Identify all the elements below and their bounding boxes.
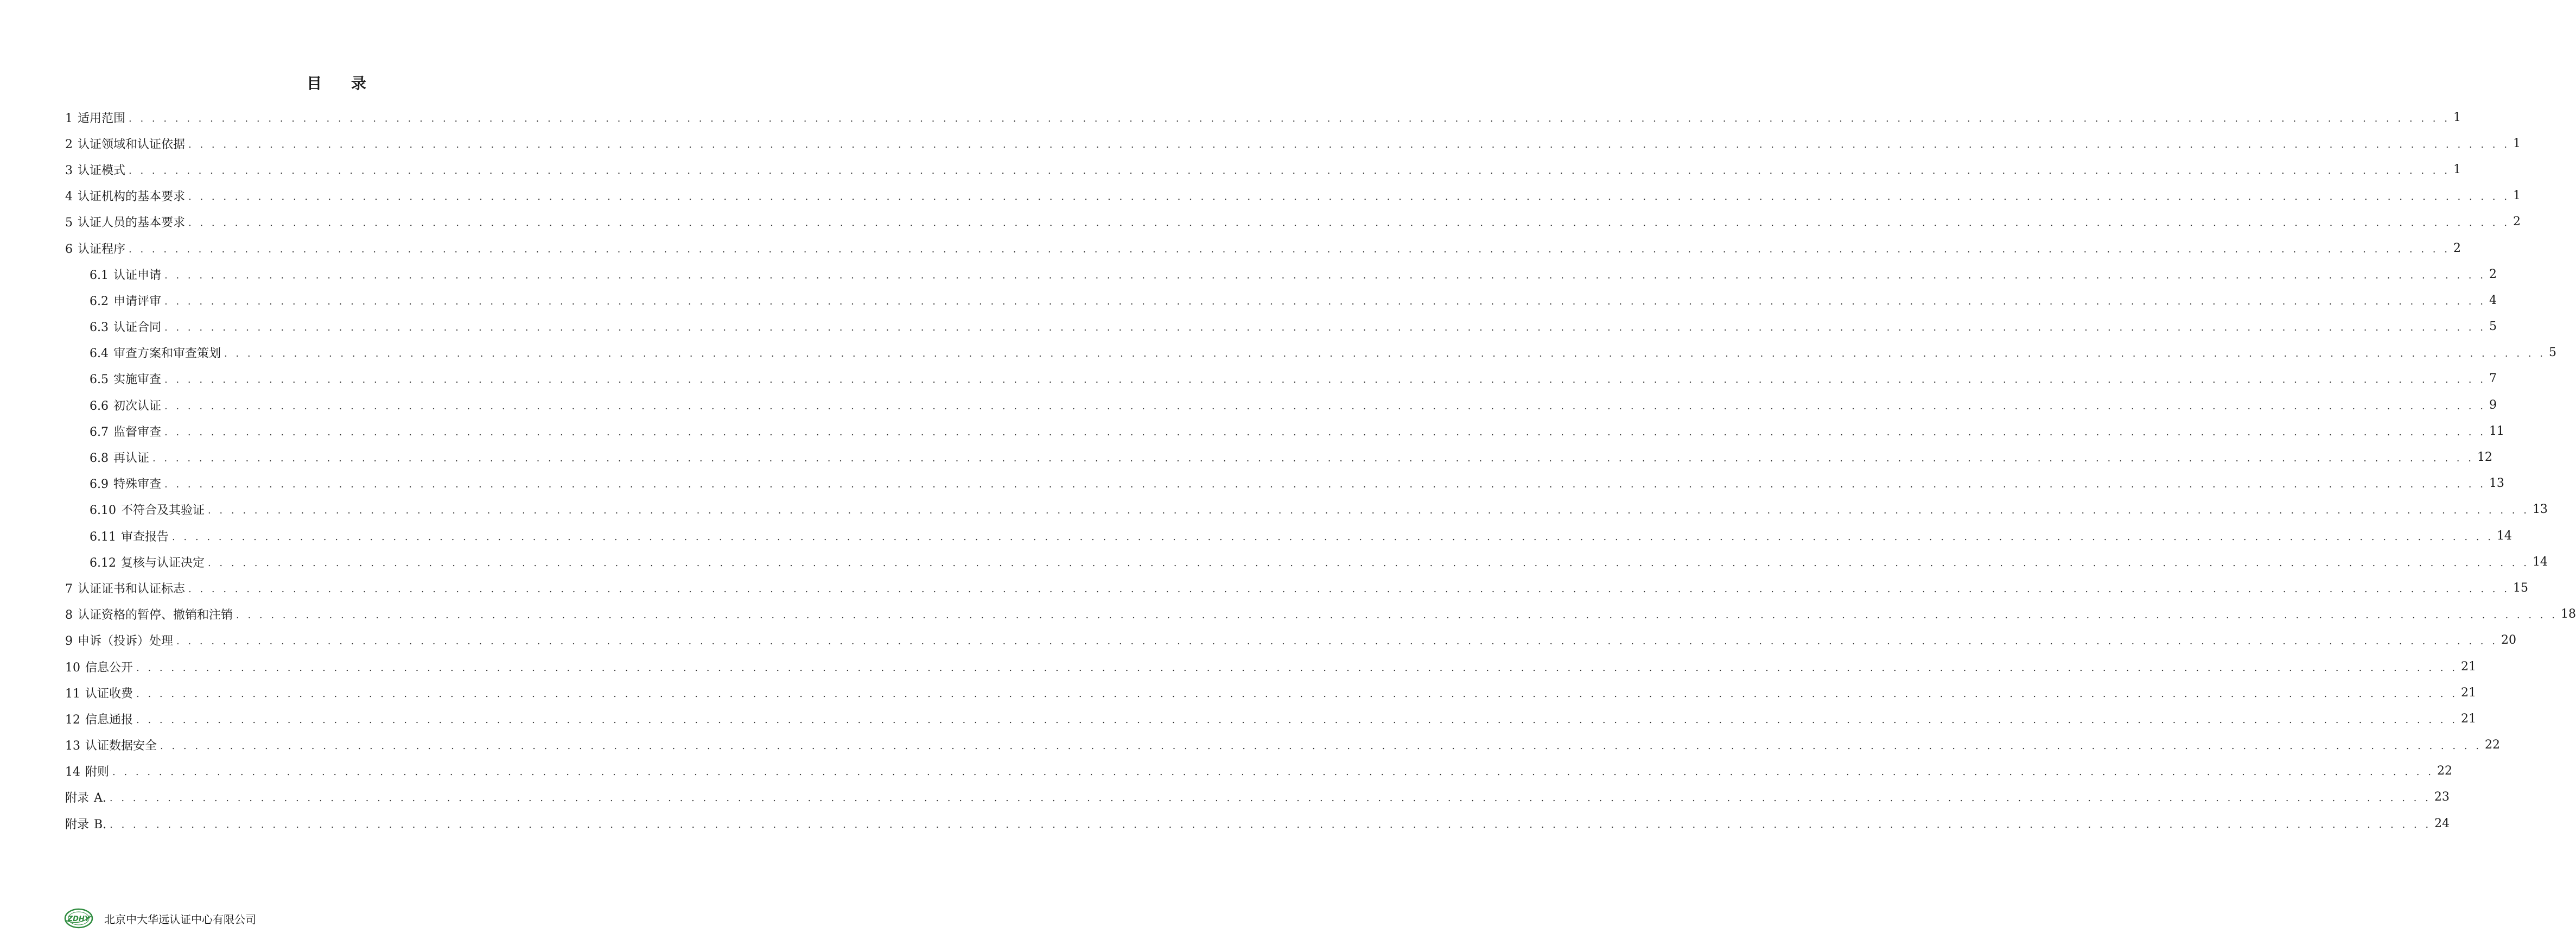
toc-entry-page: 21 bbox=[2460, 712, 2476, 726]
toc-entry[interactable] bbox=[65, 680, 2476, 706]
toc-entry-page: 21 bbox=[2460, 659, 2476, 674]
toc-entry-page: 1 bbox=[2513, 189, 2521, 203]
toc-entry[interactable] bbox=[65, 104, 2461, 130]
toc-dot-leader: . . . . . . . . . . . . . . . . . . . . . . . . . . . . . . . . . . . . . . . . . . . . . . . . . . . . . . . . . . . . . . . . . . . . . . . . . . . . . . . . . . . . . . . . . . . . . . . . . . . . . . . . . . . . . . . . . . . . . . . . . . . . . . . . . . . . . . . . . . . . . . . . . . . . . . . . . . . . . . . . . . . . . . . . . . . . . . . . . . . . . . . . . . . . . . . . . . . . . . . . bbox=[109, 792, 2431, 804]
toc-entry-label: 6.4 审查方案和审查策划 bbox=[90, 347, 221, 361]
toc-dot-leader: . . . . . . . . . . . . . . . . . . . . . . . . . . . . . . . . . . . . . . . . . . . . . . . . . . . . . . . . . . . . . . . . . . . . . . . . . . . . . . . . . . . . . . . . . . . . . . . . . . . . . . . . . . . . . . . . . . . . . . . . . . . . . . . . . . . . . . . . . . . . . . . . . . . . . . . . . . . . . . . . . . . . . . . . . . . . . . . . . . . . . . . . . . . . . . . . . . . . . . . . bbox=[152, 453, 2474, 465]
toc-entry-label: 11 认证收费 bbox=[65, 687, 133, 701]
toc-entry-label: 3 认证模式 bbox=[65, 163, 125, 177]
toc-entry-page: 13 bbox=[2489, 477, 2504, 491]
toc-entry-label: 6.5 实施审查 bbox=[90, 373, 161, 387]
toc-entry-page: 5 bbox=[2548, 346, 2556, 360]
toc-dot-leader: . . . . . . . . . . . . . . . . . . . . . . . . . . . . . . . . . . . . . . . . . . . . . . . . . . . . . . . . . . . . . . . . . . . . . . . . . . . . . . . . . . . . . . . . . . . . . . . . . . . . . . . . . . . . . . . . . . . . . . . . . . . . . . . . . . . . . . . . . . . . . . . . . . . . . . . . . . . . . . . . . . . . . . . . . . . . . . . . . . . . . . . . . . . . . . . . . . . . . . . . bbox=[188, 138, 2510, 150]
toc-entry-page: 21 bbox=[2460, 686, 2476, 700]
toc-entry-page: 2 bbox=[2489, 267, 2497, 281]
toc-dot-leader: . . . . . . . . . . . . . . . . . . . . . . . . . . . . . . . . . . . . . . . . . . . . . . . . . . . . . . . . . . . . . . . . . . . . . . . . . . . . . . . . . . . . . . . . . . . . . . . . . . . . . . . . . . . . . . . . . . . . . . . . . . . . . . . . . . . . . . . . . . . . . . . . . . . . . . . . . . . . . . . . . . . . . . . . . . . . . . . . . . . . . . . . . . . . . . . . . . . . . . . . bbox=[136, 688, 2458, 700]
toc-entry-label: 附录 A. bbox=[65, 791, 106, 805]
toc-dot-leader: . . . . . . . . . . . . . . . . . . . . . . . . . . . . . . . . . . . . . . . . . . . . . . . . . . . . . . . . . . . . . . . . . . . . . . . . . . . . . . . . . . . . . . . . . . . . . . . . . . . . . . . . . . . . . . . . . . . . . . . . . . . . . . . . . . . . . . . . . . . . . . . . . . . . . . . . . . . . . . . . . . . . . . . . . . . . . . . . . . . . . . . . . . . . . . . . . . . . . . . . bbox=[164, 426, 2486, 438]
toc-entry-label: 4 认证机构的基本要求 bbox=[65, 190, 185, 204]
toc-entry-label: 7 认证证书和认证标志 bbox=[65, 582, 185, 596]
toc-entry[interactable] bbox=[65, 366, 2497, 392]
toc-dot-leader: . . . . . . . . . . . . . . . . . . . . . . . . . . . . . . . . . . . . . . . . . . . . . . . . . . . . . . . . . . . . . . . . . . . . . . . . . . . . . . . . . . . . . . . . . . . . . . . . . . . . . . . . . . . . . . . . . . . . . . . . . . . . . . . . . . . . . . . . . . . . . . . . . . . . . . . . . . . . . . . . . . . . . . . . . . . . . . . . . . . . . . . . . . . . . . . . . . . . . . . . bbox=[129, 243, 2450, 255]
toc-entry[interactable] bbox=[65, 235, 2461, 261]
toc-dot-leader: . . . . . . . . . . . . . . . . . . . . . . . . . . . . . . . . . . . . . . . . . . . . . . . . . . . . . . . . . . . . . . . . . . . . . . . . . . . . . . . . . . . . . . . . . . . . . . . . . . . . . . . . . . . . . . . . . . . . . . . . . . . . . . . . . . . . . . . . . . . . . . . . . . . . . . . . . . . . . . . . . . . . . . . . . . . . . . . . . . . . . . . . . . . . . . . . . . . . . . . . bbox=[188, 191, 2510, 203]
toc-entry[interactable] bbox=[65, 627, 2516, 653]
toc-dot-leader: . . . . . . . . . . . . . . . . . . . . . . . . . . . . . . . . . . . . . . . . . . . . . . . . . . . . . . . . . . . . . . . . . . . . . . . . . . . . . . . . . . . . . . . . . . . . . . . . . . . . . . . . . . . . . . . . . . . . . . . . . . . . . . . . . . . . . . . . . . . . . . . . . . . . . . . . . . . . . . . . . . . . . . . . . . . . . . . . . . . . . . . . . . . . . . . . . . . . . . . . bbox=[224, 348, 2546, 360]
toc-entry[interactable] bbox=[65, 758, 2452, 784]
toc-entry-page: 23 bbox=[2434, 790, 2450, 804]
toc-entry[interactable] bbox=[65, 497, 2548, 523]
toc-entry[interactable] bbox=[65, 130, 2521, 156]
toc-dot-leader: . . . . . . . . . . . . . . . . . . . . . . . . . . . . . . . . . . . . . . . . . . . . . . . . . . . . . . . . . . . . . . . . . . . . . . . . . . . . . . . . . . . . . . . . . . . . . . . . . . . . . . . . . . . . . . . . . . . . . . . . . . . . . . . . . . . . . . . . . . . . . . . . . . . . . . . . . . . . . . . . . . . . . . . . . . . . . . . . . . . . . . . . . . . . . . . . . . . . . . . . bbox=[207, 505, 2529, 517]
toc-entry[interactable] bbox=[65, 209, 2521, 235]
toc-entry-label: 6.8 再认证 bbox=[90, 452, 149, 466]
toc-entry-page: 14 bbox=[2532, 555, 2548, 569]
toc-entry-page: 15 bbox=[2513, 581, 2528, 595]
toc-entry[interactable] bbox=[65, 314, 2497, 340]
toc-entry-page: 2 bbox=[2453, 241, 2461, 255]
toc-dot-leader: . . . . . . . . . . . . . . . . . . . . . . . . . . . . . . . . . . . . . . . . . . . . . . . . . . . . . . . . . . . . . . . . . . . . . . . . . . . . . . . . . . . . . . . . . . . . . . . . . . . . . . . . . . . . . . . . . . . . . . . . . . . . . . . . . . . . . . . . . . . . . . . . . . . . . . . . . . . . . . . . . . . . . . . . . . . . . . . . . . . . . . . . . . . . . . . . . . . . . . . . bbox=[164, 400, 2486, 412]
toc-entry-page: 11 bbox=[2489, 424, 2504, 438]
toc-entry[interactable] bbox=[65, 601, 2576, 627]
toc-entry-label: 6.6 初次认证 bbox=[90, 399, 161, 413]
toc-entry-label: 2 认证领域和认证依据 bbox=[65, 137, 185, 151]
logo-text: ZDHY bbox=[67, 915, 90, 923]
toc-entry[interactable] bbox=[65, 810, 2450, 836]
toc-entry-label: 6.1 认证申请 bbox=[90, 268, 161, 282]
toc-entry[interactable] bbox=[65, 156, 2461, 182]
toc-entry[interactable] bbox=[65, 444, 2492, 470]
table-of-contents bbox=[65, 104, 2576, 836]
toc-entry[interactable] bbox=[65, 392, 2497, 418]
toc-dot-leader: . . . . . . . . . . . . . . . . . . . . . . . . . . . . . . . . . . . . . . . . . . . . . . . . . . . . . . . . . . . . . . . . . . . . . . . . . . . . . . . . . . . . . . . . . . . . . . . . . . . . . . . . . . . . . . . . . . . . . . . . . . . . . . . . . . . . . . . . . . . . . . . . . . . . . . . . . . . . . . . . . . . . . . . . . . . . . . . . . . . . . . . . . . . . . . . . . . . . . . . . bbox=[171, 531, 2494, 543]
toc-dot-leader: . . . . . . . . . . . . . . . . . . . . . . . . . . . . . . . . . . . . . . . . . . . . . . . . . . . . . . . . . . . . . . . . . . . . . . . . . . . . . . . . . . . . . . . . . . . . . . . . . . . . . . . . . . . . . . . . . . . . . . . . . . . . . . . . . . . . . . . . . . . . . . . . . . . . . . . . . . . . . . . . . . . . . . . . . . . . . . . . . . . . . . . . . . . . . . . . . . . . . . . . bbox=[236, 610, 2558, 621]
toc-entry-label: 13 认证数据安全 bbox=[65, 739, 157, 753]
toc-entry[interactable] bbox=[65, 784, 2450, 810]
toc-entry[interactable] bbox=[65, 183, 2521, 209]
company-name: 北京中大华远认证中心有限公司 bbox=[104, 912, 256, 926]
toc-entry-label: 10 信息公开 bbox=[65, 661, 133, 675]
toc-entry-page: 9 bbox=[2489, 398, 2497, 412]
toc-entry-label: 6 认证程序 bbox=[65, 242, 125, 256]
toc-entry-page: 13 bbox=[2532, 503, 2548, 517]
toc-entry-label: 6.12 复核与认证决定 bbox=[90, 556, 205, 570]
toc-entry-label: 6.9 特殊审查 bbox=[90, 478, 161, 492]
toc-dot-leader: . . . . . . . . . . . . . . . . . . . . . . . . . . . . . . . . . . . . . . . . . . . . . . . . . . . . . . . . . . . . . . . . . . . . . . . . . . . . . . . . . . . . . . . . . . . . . . . . . . . . . . . . . . . . . . . . . . . . . . . . . . . . . . . . . . . . . . . . . . . . . . . . . . . . . . . . . . . . . . . . . . . . . . . . . . . . . . . . . . . . . . . . . . . . . . . . . . . . . . . . bbox=[136, 714, 2458, 726]
toc-entry-page: 1 bbox=[2453, 162, 2461, 176]
toc-dot-leader: . . . . . . . . . . . . . . . . . . . . . . . . . . . . . . . . . . . . . . . . . . . . . . . . . . . . . . . . . . . . . . . . . . . . . . . . . . . . . . . . . . . . . . . . . . . . . . . . . . . . . . . . . . . . . . . . . . . . . . . . . . . . . . . . . . . . . . . . . . . . . . . . . . . . . . . . . . . . . . . . . . . . . . . . . . . . . . . . . . . . . . . . . . . . . . . . . . . . . . . . bbox=[188, 583, 2510, 595]
toc-dot-leader: . . . . . . . . . . . . . . . . . . . . . . . . . . . . . . . . . . . . . . . . . . . . . . . . . . . . . . . . . . . . . . . . . . . . . . . . . . . . . . . . . . . . . . . . . . . . . . . . . . . . . . . . . . . . . . . . . . . . . . . . . . . . . . . . . . . . . . . . . . . . . . . . . . . . . . . . . . . . . . . . . . . . . . . . . . . . . . . . . . . . . . . . . . . . . . . . . . . . . . . . bbox=[164, 269, 2486, 281]
toc-entry-label: 12 信息通报 bbox=[65, 713, 133, 727]
toc-entry[interactable] bbox=[65, 706, 2476, 732]
toc-entry-label: 9 申诉（投诉）处理 bbox=[65, 634, 173, 649]
toc-entry-label: 1 适用范围 bbox=[65, 111, 125, 125]
toc-entry-label: 6.7 监督审查 bbox=[90, 425, 161, 439]
toc-entry-label: 6.2 申请评审 bbox=[90, 294, 161, 308]
toc-entry-page: 2 bbox=[2513, 215, 2521, 229]
toc-entry-label: 8 认证资格的暂停、撤销和注销 bbox=[65, 608, 233, 623]
toc-dot-leader: . . . . . . . . . . . . . . . . . . . . . . . . . . . . . . . . . . . . . . . . . . . . . . . . . . . . . . . . . . . . . . . . . . . . . . . . . . . . . . . . . . . . . . . . . . . . . . . . . . . . . . . . . . . . . . . . . . . . . . . . . . . . . . . . . . . . . . . . . . . . . . . . . . . . . . . . . . . . . . . . . . . . . . . . . . . . . . . . . . . . . . . . . . . . . . . . . . . . . . . . bbox=[129, 164, 2450, 176]
toc-dot-leader: . . . . . . . . . . . . . . . . . . . . . . . . . . . . . . . . . . . . . . . . . . . . . . . . . . . . . . . . . . . . . . . . . . . . . . . . . . . . . . . . . . . . . . . . . . . . . . . . . . . . . . . . . . . . . . . . . . . . . . . . . . . . . . . . . . . . . . . . . . . . . . . . . . . . . . . . . . . . . . . . . . . . . . . . . . . . . . . . . . . . . . . . . . . . . . . . . . . . . . . . bbox=[164, 479, 2486, 491]
toc-dot-leader: . . . . . . . . . . . . . . . . . . . . . . . . . . . . . . . . . . . . . . . . . . . . . . . . . . . . . . . . . . . . . . . . . . . . . . . . . . . . . . . . . . . . . . . . . . . . . . . . . . . . . . . . . . . . . . . . . . . . . . . . . . . . . . . . . . . . . . . . . . . . . . . . . . . . . . . . . . . . . . . . . . . . . . . . . . . . . . . . . . . . . . . . . . . . . . . . . . . . . . . . bbox=[110, 818, 2432, 830]
toc-entry-label: 14 附则 bbox=[65, 765, 109, 779]
toc-entry-label: 6.3 认证合同 bbox=[90, 321, 161, 335]
toc-entry[interactable] bbox=[65, 549, 2548, 575]
toc-entry-page: 20 bbox=[2501, 633, 2516, 648]
toc-entry-page: 1 bbox=[2513, 136, 2521, 150]
page-title: 目 录 bbox=[307, 74, 378, 92]
toc-entry[interactable] bbox=[65, 575, 2528, 601]
toc-entry[interactable] bbox=[65, 340, 2556, 366]
toc-entry[interactable] bbox=[65, 523, 2512, 549]
toc-dot-leader: . . . . . . . . . . . . . . . . . . . . . . . . . . . . . . . . . . . . . . . . . . . . . . . . . . . . . . . . . . . . . . . . . . . . . . . . . . . . . . . . . . . . . . . . . . . . . . . . . . . . . . . . . . . . . . . . . . . . . . . . . . . . . . . . . . . . . . . . . . . . . . . . . . . . . . . . . . . . . . . . . . . . . . . . . . . . . . . . . . . . . . . . . . . . . . . . . . . . . . . . bbox=[188, 217, 2510, 229]
toc-entry[interactable] bbox=[65, 418, 2504, 444]
toc-entry-page: 14 bbox=[2496, 529, 2512, 543]
toc-dot-leader: . . . . . . . . . . . . . . . . . . . . . . . . . . . . . . . . . . . . . . . . . . . . . . . . . . . . . . . . . . . . . . . . . . . . . . . . . . . . . . . . . . . . . . . . . . . . . . . . . . . . . . . . . . . . . . . . . . . . . . . . . . . . . . . . . . . . . . . . . . . . . . . . . . . . . . . . . . . . . . . . . . . . . . . . . . . . . . . . . . . . . . . . . . . . . . . . . . . . . . . . bbox=[112, 766, 2434, 778]
toc-entry-page: 18 bbox=[2560, 607, 2576, 621]
toc-entry[interactable] bbox=[65, 261, 2497, 287]
toc-dot-leader: . . . . . . . . . . . . . . . . . . . . . . . . . . . . . . . . . . . . . . . . . . . . . . . . . . . . . . . . . . . . . . . . . . . . . . . . . . . . . . . . . . . . . . . . . . . . . . . . . . . . . . . . . . . . . . . . . . . . . . . . . . . . . . . . . . . . . . . . . . . . . . . . . . . . . . . . . . . . . . . . . . . . . . . . . . . . . . . . . . . . . . . . . . . . . . . . . . . . . . . . bbox=[160, 740, 2482, 752]
toc-entry-page: 22 bbox=[2437, 764, 2452, 778]
toc-entry-page: 24 bbox=[2434, 816, 2450, 830]
toc-entry[interactable] bbox=[65, 732, 2500, 758]
toc-entry-page: 4 bbox=[2489, 293, 2497, 307]
toc-entry-page: 22 bbox=[2484, 738, 2500, 752]
toc-entry[interactable] bbox=[65, 287, 2497, 313]
toc-entry[interactable] bbox=[65, 653, 2476, 680]
toc-dot-leader: . . . . . . . . . . . . . . . . . . . . . . . . . . . . . . . . . . . . . . . . . . . . . . . . . . . . . . . . . . . . . . . . . . . . . . . . . . . . . . . . . . . . . . . . . . . . . . . . . . . . . . . . . . . . . . . . . . . . . . . . . . . . . . . . . . . . . . . . . . . . . . . . . . . . . . . . . . . . . . . . . . . . . . . . . . . . . . . . . . . . . . . . . . . . . . . . . . . . . . . . bbox=[164, 374, 2486, 386]
toc-dot-leader: . . . . . . . . . . . . . . . . . . . . . . . . . . . . . . . . . . . . . . . . . . . . . . . . . . . . . . . . . . . . . . . . . . . . . . . . . . . . . . . . . . . . . . . . . . . . . . . . . . . . . . . . . . . . . . . . . . . . . . . . . . . . . . . . . . . . . . . . . . . . . . . . . . . . . . . . . . . . . . . . . . . . . . . . . . . . . . . . . . . . . . . . . . . . . . . . . . . . . . . . bbox=[176, 636, 2498, 648]
toc-entry-page: 12 bbox=[2477, 450, 2492, 465]
footer bbox=[64, 907, 256, 929]
toc-entry-page: 1 bbox=[2453, 110, 2461, 124]
toc-dot-leader: . . . . . . . . . . . . . . . . . . . . . . . . . . . . . . . . . . . . . . . . . . . . . . . . . . . . . . . . . . . . . . . . . . . . . . . . . . . . . . . . . . . . . . . . . . . . . . . . . . . . . . . . . . . . . . . . . . . . . . . . . . . . . . . . . . . . . . . . . . . . . . . . . . . . . . . . . . . . . . . . . . . . . . . . . . . . . . . . . . . . . . . . . . . . . . . . . . . . . . . . bbox=[136, 662, 2458, 674]
toc-entry-page: 5 bbox=[2489, 320, 2497, 334]
toc-entry-label: 附录 B. bbox=[65, 817, 107, 832]
toc-dot-leader: . . . . . . . . . . . . . . . . . . . . . . . . . . . . . . . . . . . . . . . . . . . . . . . . . . . . . . . . . . . . . . . . . . . . . . . . . . . . . . . . . . . . . . . . . . . . . . . . . . . . . . . . . . . . . . . . . . . . . . . . . . . . . . . . . . . . . . . . . . . . . . . . . . . . . . . . . . . . . . . . . . . . . . . . . . . . . . . . . . . . . . . . . . . . . . . . . . . . . . . . bbox=[129, 112, 2450, 124]
toc-entry-label: 6.11 审查报告 bbox=[90, 530, 169, 544]
toc-dot-leader: . . . . . . . . . . . . . . . . . . . . . . . . . . . . . . . . . . . . . . . . . . . . . . . . . . . . . . . . . . . . . . . . . . . . . . . . . . . . . . . . . . . . . . . . . . . . . . . . . . . . . . . . . . . . . . . . . . . . . . . . . . . . . . . . . . . . . . . . . . . . . . . . . . . . . . . . . . . . . . . . . . . . . . . . . . . . . . . . . . . . . . . . . . . . . . . . . . . . . . . . bbox=[207, 557, 2529, 569]
toc-dot-leader: . . . . . . . . . . . . . . . . . . . . . . . . . . . . . . . . . . . . . . . . . . . . . . . . . . . . . . . . . . . . . . . . . . . . . . . . . . . . . . . . . . . . . . . . . . . . . . . . . . . . . . . . . . . . . . . . . . . . . . . . . . . . . . . . . . . . . . . . . . . . . . . . . . . . . . . . . . . . . . . . . . . . . . . . . . . . . . . . . . . . . . . . . . . . . . . . . . . . . . . . bbox=[164, 295, 2486, 307]
toc-entry-page: 7 bbox=[2489, 372, 2497, 386]
toc-dot-leader: . . . . . . . . . . . . . . . . . . . . . . . . . . . . . . . . . . . . . . . . . . . . . . . . . . . . . . . . . . . . . . . . . . . . . . . . . . . . . . . . . . . . . . . . . . . . . . . . . . . . . . . . . . . . . . . . . . . . . . . . . . . . . . . . . . . . . . . . . . . . . . . . . . . . . . . . . . . . . . . . . . . . . . . . . . . . . . . . . . . . . . . . . . . . . . . . . . . . . . . . bbox=[164, 322, 2486, 334]
toc-entry-label: 5 认证人员的基本要求 bbox=[65, 216, 185, 230]
toc-entry-label: 6.10 不符合及其验证 bbox=[90, 504, 205, 518]
toc-entry[interactable] bbox=[65, 471, 2504, 497]
zdhy-logo-icon bbox=[64, 907, 93, 929]
